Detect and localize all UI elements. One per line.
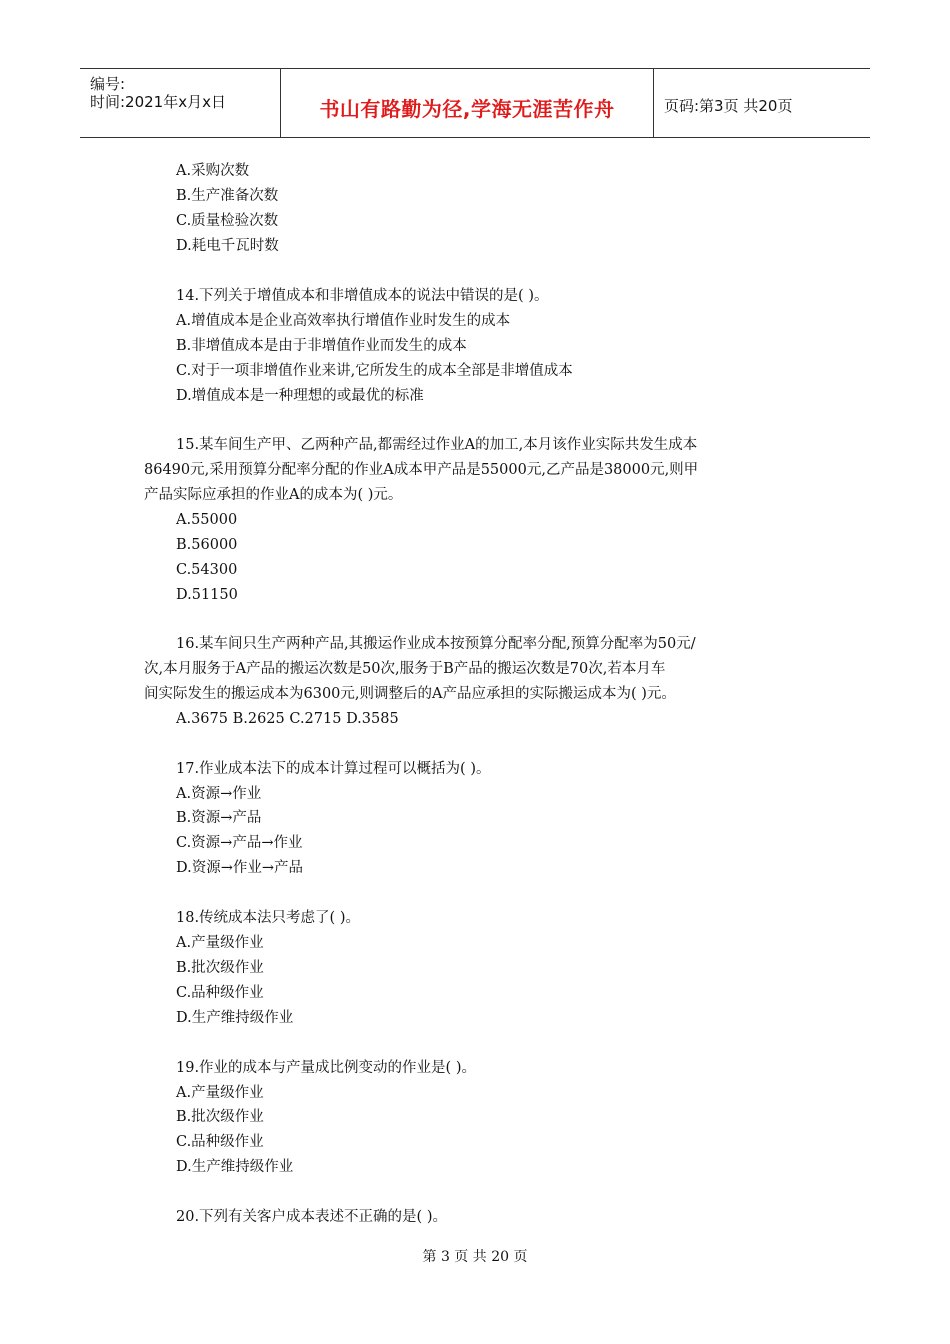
text-line: A.55000	[176, 512, 238, 528]
page-info: 页码:第3页 共20页	[664, 97, 793, 115]
text-line: 14.下列关于增值成本和非增值成本的说法中错误的是( )。	[176, 288, 549, 304]
text-line: C.资源→产品→作业	[176, 835, 303, 851]
text-line: C.54300	[176, 562, 238, 578]
text-line: B.资源→产品	[176, 810, 262, 826]
time-label: 时间:2021年x月x日	[90, 93, 226, 111]
header-middle-cell	[281, 69, 654, 137]
text-line: 19.作业的成本与产量成比例变动的作业是( )。	[176, 1060, 476, 1076]
text-line: 15.某车间生产甲、乙两种产品,都需经过作业A的加工,本月该作业实际共发生成本	[176, 437, 698, 453]
text-line: B.56000	[176, 537, 238, 553]
text-line: A.增值成本是企业高效率执行增值作业时发生的成本	[176, 313, 511, 329]
text-line: 产品实际应承担的作业A的成本为( )元。	[144, 487, 403, 503]
text-line: 20.下列有关客户成本表述不正确的是( )。	[176, 1209, 447, 1225]
text-line: 86490元,采用预算分配率分配的作业A成本甲产品是55000元,乙产品是38000元,则甲	[144, 462, 699, 478]
page-header	[80, 68, 870, 138]
text-line: D.资源→作业→产品	[176, 860, 304, 876]
text-line: A.3675 B.2625 C.2715 D.3585	[176, 711, 399, 727]
text-line: D.生产维持级作业	[176, 1159, 294, 1175]
text-line: A.资源→作业	[176, 786, 262, 802]
text-line: 次,本月服务于A产品的搬运次数是50次,服务于B产品的搬运次数是70次,若本月车	[144, 661, 666, 677]
header-right-cell	[654, 69, 870, 137]
text-line: A.产量级作业	[176, 935, 264, 951]
text-line: B.生产准备次数	[176, 188, 279, 204]
page-footer: 第 3 页 共 20 页	[422, 1249, 528, 1265]
text-line: D.增值成本是一种理想的或最优的标准	[176, 388, 424, 404]
text-line: D.生产维持级作业	[176, 1010, 294, 1026]
text-line: 18.传统成本法只考虑了( )。	[176, 910, 360, 926]
motto-text: 书山有路勤为径,学海无涯苦作舟	[319, 97, 615, 121]
text-line: A.产量级作业	[176, 1085, 264, 1101]
text-line: 16.某车间只生产两种产品,其搬运作业成本按预算分配率分配,预算分配率为50元/	[176, 636, 696, 652]
serial-label: 编号:	[90, 75, 126, 93]
text-line: 间实际发生的搬运成本为6300元,则调整后的A产品应承担的实际搬运成本为( )元。	[144, 686, 676, 702]
text-line: D.耗电千瓦时数	[176, 238, 279, 254]
text-line: C.品种级作业	[176, 1134, 264, 1150]
text-line: B.非增值成本是由于非增值作业而发生的成本	[176, 338, 467, 354]
text-line: C.品种级作业	[176, 985, 264, 1001]
text-line: A.采购次数	[176, 163, 250, 179]
text-line: 17.作业成本法下的成本计算过程可以概括为( )。	[176, 761, 491, 777]
text-line: B.批次级作业	[176, 1109, 264, 1125]
text-line: C.质量检验次数	[176, 213, 279, 229]
header-left-cell	[80, 69, 281, 137]
text-line: C.对于一项非增值作业来讲,它所发生的成本全部是非增值成本	[176, 363, 573, 379]
text-line: B.批次级作业	[176, 960, 264, 976]
text-line: D.51150	[176, 587, 238, 603]
